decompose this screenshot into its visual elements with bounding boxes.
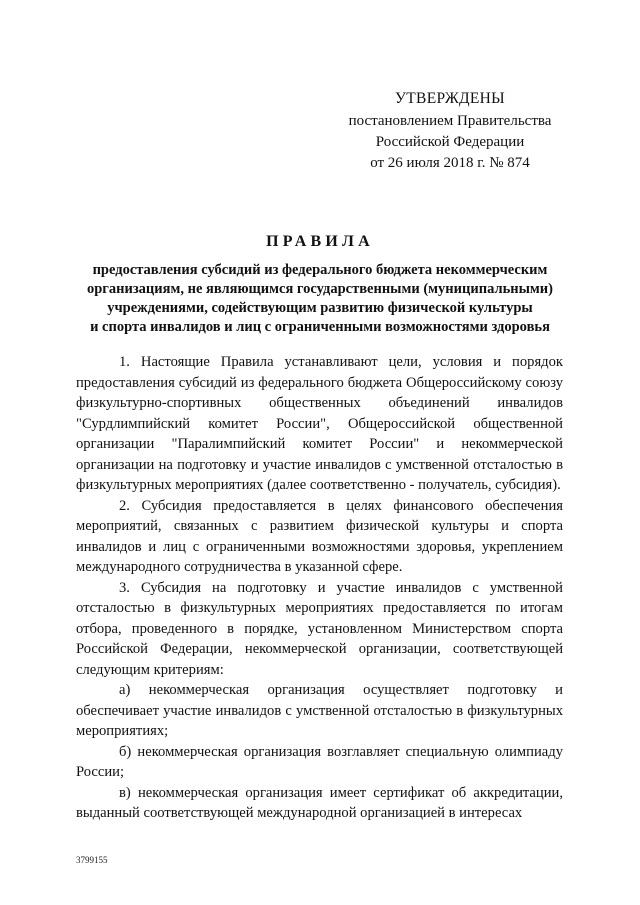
paragraph-number: 3. xyxy=(119,579,130,596)
subtitle-line-3: учреждениями, содействующим развитию физической культуры xyxy=(107,300,533,316)
paragraph-2 xyxy=(76,496,563,578)
document-subtitle xyxy=(60,261,580,337)
document-title: ПРАВИЛА xyxy=(266,233,374,250)
approval-line-3: от 26 июля 2018 г. № 874 xyxy=(370,155,530,171)
subtitle-line-2: организациям, не являющимся государственными (муниципальными) xyxy=(86,281,553,297)
subtitle-line-4: и спорта инвалидов и лиц с ограниченными возможностями здоровья xyxy=(90,319,550,335)
paragraph-text: Субсидия на подготовку и участие инвалидов с умственной отсталостью в физкультурных мероприятиях предоставляется по итогам отбора, проведенного в порядке, установленном Министерством спорта Российской Федерации, некоммерческой организации, соответствующей следующим критериям: xyxy=(76,579,563,678)
subparagraph-v xyxy=(76,783,563,824)
paragraph-text: Настоящие Правила устанавливают цели, условия и порядок предоставления субсидий из федерального бюджета Общероссийскому союзу физкультурно-спортивных общественных объединений инвалидов "Сурдлимпийский комитет России", Общероссийской общественной организации "Паралимпийский комитет России" и некоммерческой организации на подготовку и участие инвалидов с умственной отсталостью в физкультурных мероприятиях (далее соответственно - получатель, субсидия). xyxy=(76,354,563,493)
subparagraph-letter: б) xyxy=(119,743,132,760)
paragraph-number: 1. xyxy=(119,354,130,370)
subparagraph-text: некоммерческая организация имеет сертификат об аккредитации, выданный соответствующей международной организацией в интересах xyxy=(76,784,563,821)
approval-heading: УТВЕРЖДЕНЫ xyxy=(395,90,505,107)
subparagraph-text: некоммерческая организация осуществляет подготовку и обеспечивает участие инвалидов с умственной отсталостью в физкультурных мероприятиях; xyxy=(76,682,563,739)
approval-line-2: Российской Федерации xyxy=(375,134,525,150)
subparagraph-letter: а) xyxy=(119,682,131,698)
document-code: 3799155 xyxy=(76,855,108,865)
paragraph-1 xyxy=(76,352,563,496)
subparagraph-a xyxy=(76,680,563,742)
subtitle-line-1: предоставления субсидий из федерального бюджета некоммерческим xyxy=(92,262,548,278)
paragraph-text: Субсидия предоставляется в целях финансового обеспечения мероприятий, связанных с развитием физической культуры и спорта инвалидов и лиц с ограниченными возможностями здоровья, укреплением международного сотрудничества в указанной сфере. xyxy=(76,497,563,575)
subparagraph-text: некоммерческая организация возглавляет специальную олимпиаду России; xyxy=(76,743,563,780)
approval-block xyxy=(300,88,600,174)
subparagraph-b xyxy=(76,742,563,783)
paragraph-3 xyxy=(76,578,563,681)
approval-line-1: постановлением Правительства xyxy=(348,113,552,129)
paragraph-number: 2. xyxy=(119,497,130,514)
subparagraph-letter: в) xyxy=(119,784,131,801)
document-body xyxy=(76,352,563,824)
